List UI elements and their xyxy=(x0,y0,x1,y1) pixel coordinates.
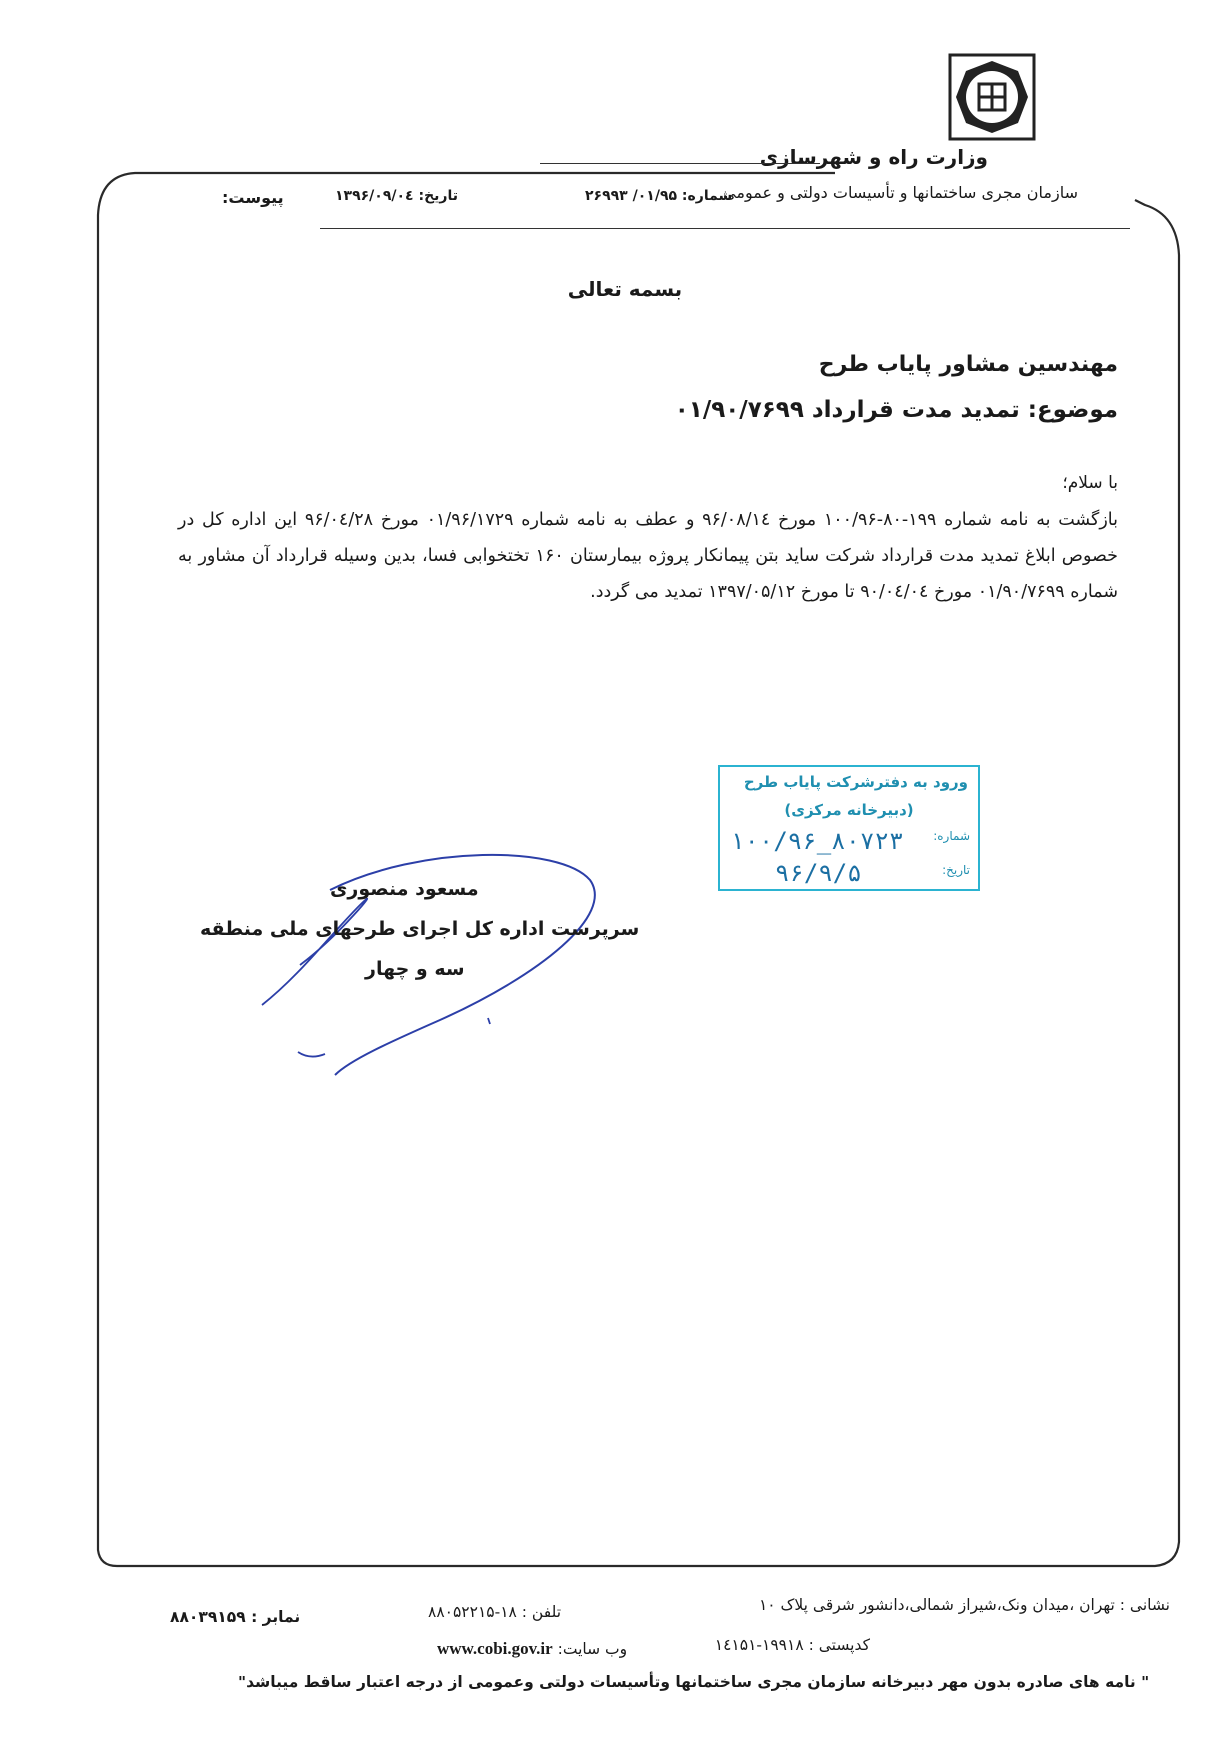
ministry-name: وزارت راه و شهرسازی xyxy=(759,145,988,169)
website-url[interactable]: www.cobi.gov.ir xyxy=(437,1639,553,1658)
signatory-region: سه و چهار xyxy=(365,958,465,980)
website-label: وب سایت: xyxy=(557,1640,628,1658)
subject-line: موضوع: تمدید مدت قرارداد ۰۱/۹۰/۷۶۹۹ xyxy=(674,397,1118,423)
stamp-number-label: شماره: xyxy=(933,829,970,843)
letter-number-value: ۰۱/۹۵/ ۲۶۹۹۳ xyxy=(585,188,678,204)
footer-fax: نمابر : ۸۸۰۳۹۱۵۹ xyxy=(170,1608,301,1626)
signatory-title: سرپرست اداره کل اجرای طرحهای ملی منطقه xyxy=(200,918,640,940)
footer-address: نشانی : تهران ،میدان ونک،شیراز شمالی،دانشور شرقی پلاک ۱۰ xyxy=(758,1596,1170,1614)
addressee: مهندسین مشاور پایاب طرح xyxy=(818,352,1118,377)
organization-name: سازمان مجری ساختمانها و تأسیسات دولتی و عمومی xyxy=(723,183,1078,202)
letter-date-label: تاریخ: xyxy=(418,188,458,204)
stamp-date-value: ۹۶/۹/۵ xyxy=(775,859,862,887)
footer-phone: تلفن : ۱۸-۸۸۰۵۲۲۱۵ xyxy=(428,1603,562,1621)
letter-frame xyxy=(95,170,1195,1570)
stamp-date-label: تاریخ: xyxy=(942,863,970,877)
footer-disclaimer: " نامه های صادره بدون مهر دبیرخانه سازمان مجری ساختمانها وتأسیسات دولتی وعمومی از درجه اعتبار ساقط میباشد" xyxy=(238,1673,1150,1691)
letter-number-label: شماره: xyxy=(681,188,733,204)
letter-date-value: ۱۳۹۶/۰۹/۰٤ xyxy=(335,188,414,204)
received-stamp xyxy=(718,765,980,891)
ministry-logo-icon xyxy=(948,53,1036,141)
letter-body: بازگشت به نامه شماره ۱۹۹-۸۰-۱۰۰/۹۶ مورخ ۹۶/۰۸/۱٤ و عطف به نامه شماره ۰۱/۹۶/۱۷۲۹ مورخ ۹۶/۰٤/۲۸ این اداره کل در خصوص ابلاغ تمدید مدت قرارداد شرکت ساید بتن پیمانکار پروژه بیمارستان ۱۶۰ تختخوابی فسا، بدین وسیله قرارداد آن مشاور به شماره ۰۱/۹۰/۷۶۹۹ مورخ ۹۰/۰٤/۰٤ تا مورخ ۱۳۹۷/۰۵/۱۲ تمدید می گردد. xyxy=(178,510,1118,602)
stamp-office-line: (دبیرخانه مرکزی) xyxy=(784,801,914,819)
stamp-company-line: ورود به دفترشرکت پایاب طرح xyxy=(743,773,968,791)
footer-website xyxy=(437,1639,627,1659)
signatory-name: مسعود منصوری xyxy=(330,878,479,900)
footer-postal-code: کدپستی : ۱۹۹۱۸-۱٤۱۵۱ xyxy=(714,1636,870,1654)
invocation: بسمه تعالی xyxy=(567,277,683,301)
attachment-label: پیوست: xyxy=(222,188,284,207)
greeting: با سلام؛ xyxy=(1062,473,1118,493)
stamp-number-value: ۱۰۰/۹۶_۸۰۷۲۳ xyxy=(730,827,904,855)
header-divider-top xyxy=(540,163,820,164)
